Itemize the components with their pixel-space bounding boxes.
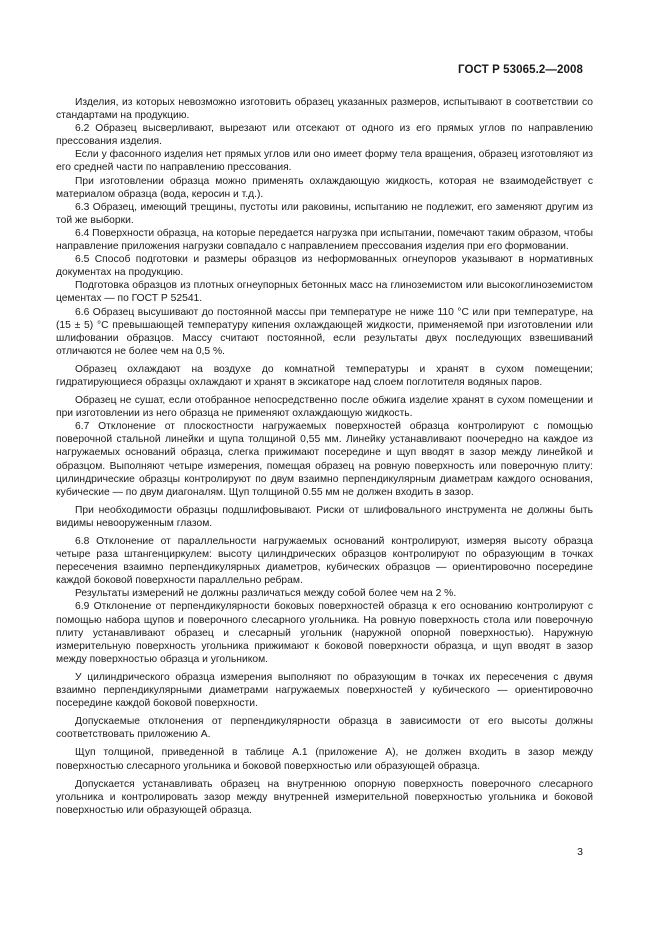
page-number: 3 (577, 846, 583, 858)
paragraph: Допускается устанавливать образец на внутреннюю опорную поверхность поверочного слесарного угольника и контролировать зазор между внутренней измерительной поверхностью угольника и боковой поверхностью или образующей образца. (56, 778, 593, 816)
paragraph: 6.8 Отклонение от параллельности нагружаемых оснований контролируют, измеряя высоту образца четыре раза штангенциркулем: высоту цилиндрических образцов контролируют по образующим в точках пересечения взаимно перпендикулярных диаметров, кубических образцов — ориентировочно посередине каждой боковой поверхности параллельно ребрам. (56, 536, 593, 587)
paragraph: Щуп толщиной, приведенной в таблице А.1 (приложение А), не должен входить в зазор между поверхностью слесарного угольника и боковой поверхностью или образующей образца. (56, 747, 593, 772)
paragraph: Допускаемые отклонения от перпендикулярности образца в зависимости от его высоты должны соответствовать приложению А. (56, 716, 593, 741)
paragraph: Если у фасонного изделия нет прямых углов или оно имеет форму тела вращения, образец изготовляют из его средней части по направлению прессования. (56, 149, 593, 174)
paragraph: 6.4 Поверхности образца, на которые передается нагрузка при испытании, помечают таким образом, чтобы направление приложения нагрузки совпадало с направлением прессования изделия при его формовании. (56, 227, 593, 253)
standard-code-header: ГОСТ Р 53065.2—2008 (458, 64, 583, 76)
paragraph: Результаты измерений не должны различаться между собой более чем на 2 %. (75, 588, 457, 600)
paragraph: При необходимости образцы подшлифовывают. Риски от шлифовального инструмента не должны быть видимы невооруженным глазом. (56, 504, 593, 529)
paragraph: 6.6 Образец высушивают до постоянной массы при температуре не ниже 110 °С или при температуре, на (15 ± 5) °С превышающей температуру кипения охлаждающей жидкости, применяемой при изготовлении или шлифовании образцов. Массу считают постоянной, если результаты двух последующих взвешиваний отличаются не более чем на 0,5 %. (56, 306, 593, 357)
paragraph: Подготовка образцов из плотных огнеупорных бетонных масс на глиноземистом или высокоглиноземистом цементах — по ГОСТ Р 52541. (56, 280, 593, 305)
paragraph: Образец не сушат, если отобранное непосредственно после обжига изделие хранят в сухом помещении и при изготовлении из него образца не применяют охлаждающую жидкость. (56, 395, 593, 420)
paragraph: У цилиндрического образца измерения выполняют по образующим в точках их пересечения с двумя взаимно перпендикулярными диаметрами нагружаемых поверхностей у кубического — ориентировочно посередине каждой боковой поверхности. (56, 671, 593, 710)
paragraph: 6.3 Образец, имеющий трещины, пустоты или раковины, испытанию не подлежит, его заменяют другим из той же выборки. (56, 201, 593, 226)
paragraph: 6.5 Способ подготовки и размеры образцов из неформованных огнеупоров указывают в нормативных документах на продукцию. (56, 254, 593, 279)
paragraph: 6.7 Отклонение от плоскостности нагружаемых поверхностей образца контролируют с помощью поверочной стальной линейки и щупа толщиной 0,55 мм. Линейку устанавливают поочередно на каждое из нагружаемых оснований образца, слегка прижимают посередине и щуп вводят в зазор между линейкой и образцом. Выполняют четыре измерения, помещая образец на ровную поверхность или поверочную плиту: цилиндрические образцы контролируют по двум взаимно перпендикулярным диаметрам каждого основания, кубические — по двум диагоналям. Щуп толщиной 0.55 мм не должен входить в зазор. (56, 421, 593, 498)
paragraph: Образец охлаждают на воздухе до комнатной температуры и хранят в сухом помещении; гидратирующиеся образцы охлаждают и хранят в эксикаторе над слоем поглотителя водяных паров. (56, 363, 593, 388)
paragraph: При изготовлении образца можно применять охлаждающую жидкость, которая не взаимодействует с материалом образца (вода, керосин и т.д.). (56, 175, 593, 200)
document-body (56, 96, 593, 817)
paragraph: Изделия, из которых невозможно изготовить образец указанных размеров, испытывают в соответствии со стандартами на продукцию. (56, 97, 593, 122)
paragraph: 6.2 Образец высверливают, вырезают или отсекают от одного из его прямых углов по направлению прессования изделия. (56, 123, 593, 148)
paragraph: 6.9 Отклонение от перпендикулярности боковых поверхностей образца к его основанию контролируют с помощью набора щупов и поверочного слесарного угольника. На ровную поверхность стола или поверочную плиту устанавливают образец и слесарный угольник (наружной опорной поверхностью). Наружную измерительную поверхность угольника прижимают к боковой поверхности образца, и щуп вводят в зазор между поверхностью образца и угольником. (56, 601, 593, 665)
